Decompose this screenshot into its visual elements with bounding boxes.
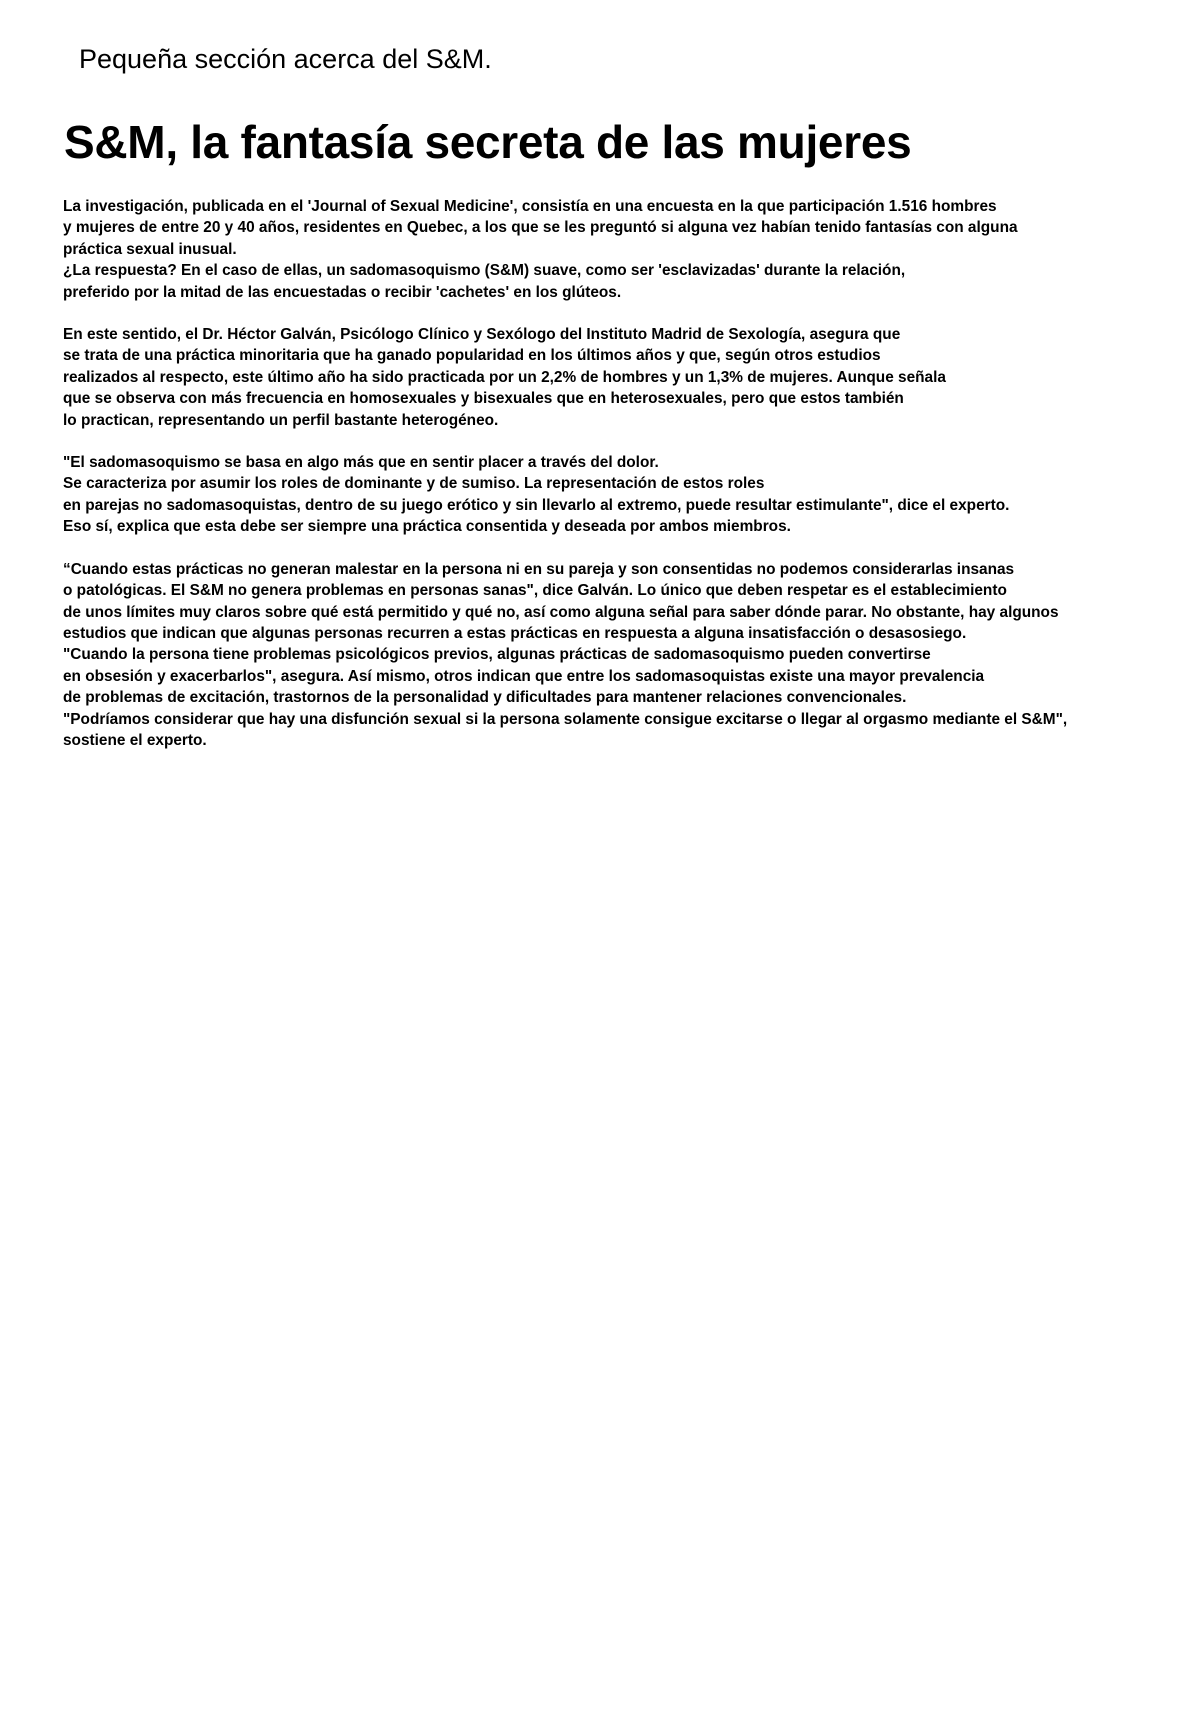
text-line: y mujeres de entre 20 y 40 años, residentes en Quebec, a los que se les preguntó si alguna vez habían tenido fantasías con alguna <box>63 219 1018 237</box>
text-line: que se observa con más frecuencia en homosexuales y bisexuales que en heterosexuales, pero que estos también <box>63 390 904 408</box>
text-line: de problemas de excitación, trastornos de la personalidad y dificultades para mantener relaciones convencionales. <box>63 689 907 707</box>
text-line: lo practican, representando un perfil bastante heterogéneo. <box>63 411 499 429</box>
text-line: En este sentido, el Dr. Héctor Galván, Psicólogo Clínico y Sexólogo del Instituto Madrid de Sexología, asegura que <box>63 326 901 344</box>
text-line: "Cuando la persona tiene problemas psicológicos previos, algunas prácticas de sadomasoquismo pueden convertirse <box>63 646 931 664</box>
text-line: en obsesión y exacerbarlos", asegura. Así mismo, otros indican que entre los sadomasoquistas existe una mayor prevalencia <box>63 667 985 685</box>
paragraph-3 <box>63 452 1173 538</box>
article-headline: S&M, la fantasía secreta de las mujeres <box>64 116 912 168</box>
text-line: Eso sí, explica que esta debe ser siempre una práctica consentida y deseada por ambos miembros. <box>63 518 791 536</box>
text-line: se trata de una práctica minoritaria que ha ganado popularidad en los últimos años y que, según otros estudios <box>63 347 881 365</box>
text-line: o patológicas. El S&M no genera problemas en personas sanas", dice Galván. Lo único que deben respetar es el establecimiento <box>63 582 1007 600</box>
paragraph-2 <box>63 324 1173 431</box>
text-line: sostiene el experto. <box>63 731 207 749</box>
text-line: práctica sexual inusual. <box>63 240 237 258</box>
text-line: en parejas no sadomasoquistas, dentro de su juego erótico y sin llevarlo al extremo, puede resultar estimulante", dice el experto. <box>63 496 1010 514</box>
text-line: "Podríamos considerar que hay una disfunción sexual si la persona solamente consigue excitarse o llegar al orgasmo mediante el S&M", <box>63 710 1068 728</box>
paragraph-1 <box>63 196 1173 303</box>
paragraph-4 <box>63 559 1173 752</box>
text-line: Se caracteriza por asumir los roles de dominante y de sumiso. La representación de estos roles <box>63 475 765 493</box>
article-body <box>63 196 1173 772</box>
text-line: preferido por la mitad de las encuestadas o recibir 'cachetes' en los glúteos. <box>63 283 622 301</box>
text-line: ¿La respuesta? En el caso de ellas, un sadomasoquismo (S&M) suave, como ser 'esclavizadas' durante la relación, <box>63 262 906 280</box>
text-line: realizados al respecto, este último año ha sido practicada por un 2,2% de hombres y un 1,3% de mujeres. Aunque señala <box>63 368 946 386</box>
text-line: “Cuando estas prácticas no generan malestar en la persona ni en su pareja y son consentidas no podemos considerarlas insanas <box>63 560 1015 578</box>
section-kicker: Pequeña sección acerca del S&M. <box>79 44 492 74</box>
text-line: La investigación, publicada en el 'Journal of Sexual Medicine', consistía en una encuesta en la que participación 1.516 hombres <box>63 198 997 215</box>
text-line: "El sadomasoquismo se basa en algo más que en sentir placer a través del dolor. <box>63 454 659 472</box>
text-line: de unos límites muy claros sobre qué está permitido y qué no, así como alguna señal para saber dónde parar. No obstante, hay algunos <box>63 603 1059 621</box>
text-line: estudios que indican que algunas personas recurren a estas prácticas en respuesta a alguna insatisfacción o desasosiego. <box>63 624 967 642</box>
